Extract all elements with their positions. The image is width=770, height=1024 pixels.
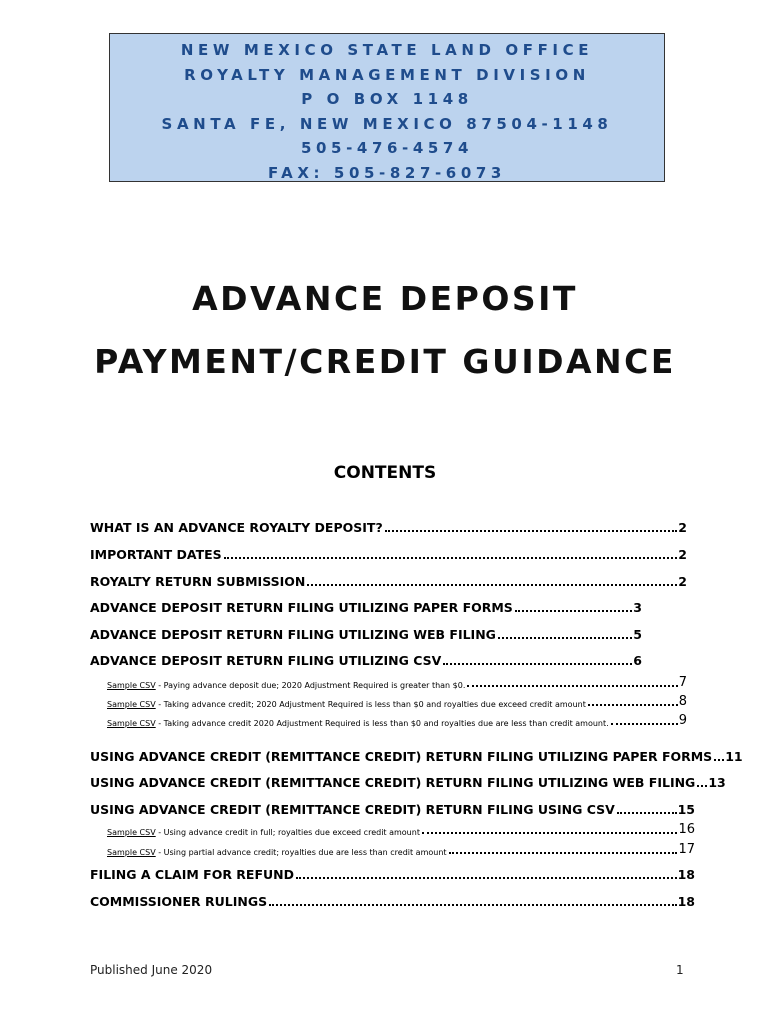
toc-subentry-description: - Taking advance credit; 2020 Adjustment Required is less than $0 and royalties due exceed credit amount <box>155 700 586 709</box>
toc-subentry[interactable] <box>107 842 695 857</box>
sample-csv-link[interactable]: Sample CSV <box>107 700 156 709</box>
toc-entry-page: 2 <box>678 547 687 562</box>
toc-leader <box>697 785 707 787</box>
toc-entry-page: 6 <box>633 653 642 668</box>
sample-csv-link[interactable]: Sample CSV <box>107 848 156 857</box>
toc-entry-label: ADVANCE DEPOSIT RETURN FILING UTILIZING CSV <box>90 653 442 668</box>
contents-heading: CONTENTS <box>333 463 437 483</box>
toc-leader <box>296 877 677 879</box>
toc-subentry-description: - Paying advance deposit due; 2020 Adjustment Required is greater than $0. <box>155 681 466 690</box>
toc-entry-page: 5 <box>633 627 642 642</box>
toc-leader <box>449 852 678 854</box>
toc-entry-label: ADVANCE DEPOSIT RETURN FILING UTILIZING WEB FILING <box>90 627 496 642</box>
toc-leader <box>467 685 677 687</box>
toc-entry[interactable] <box>90 574 687 589</box>
toc-subentry-label <box>107 681 465 690</box>
toc-subentry-label <box>107 848 447 857</box>
toc-entry[interactable] <box>90 600 642 615</box>
letterhead-fax: FAX: 505-827-6073 <box>268 163 506 182</box>
letterhead-box <box>109 33 665 182</box>
toc-leader <box>443 663 632 665</box>
toc-entry-label: USING ADVANCE CREDIT (REMITTANCE CREDIT) RETURN FILING UTILIZING PAPER FORMS <box>90 749 713 764</box>
toc-entry-page: 18 <box>677 894 695 909</box>
sample-csv-link[interactable]: Sample CSV <box>107 828 156 837</box>
toc-subentry-label <box>107 719 609 728</box>
toc-leader <box>422 832 677 834</box>
toc-leader <box>269 904 676 906</box>
toc-entry[interactable] <box>90 749 743 764</box>
toc-leader <box>617 812 677 814</box>
toc-entry-label: USING ADVANCE CREDIT (REMITTANCE CREDIT) RETURN FILING UTILIZING WEB FILING <box>90 775 696 790</box>
toc-entry-page: 3 <box>633 600 642 615</box>
toc-entry[interactable] <box>90 894 695 909</box>
toc-subentry[interactable] <box>107 713 687 728</box>
toc-subentry[interactable] <box>107 822 695 837</box>
toc-subentry-label <box>107 700 586 709</box>
letterhead-office: NEW MEXICO STATE LAND OFFICE <box>180 41 594 59</box>
toc-leader <box>498 637 632 639</box>
toc-entry[interactable] <box>90 627 642 642</box>
toc-entry-page: 7 <box>678 675 687 690</box>
toc-entry-page: 17 <box>678 842 695 857</box>
toc-entry-page: 18 <box>677 867 695 882</box>
footer-published-date: Published June 2020 <box>90 963 213 977</box>
toc-entry[interactable] <box>90 867 695 882</box>
toc-entry-label: FILING A CLAIM FOR REFUND <box>90 867 294 882</box>
toc-entry-page: 9 <box>678 713 687 728</box>
toc-entry-page: 2 <box>678 574 687 589</box>
toc-entry-page: 8 <box>678 694 687 709</box>
toc-entry[interactable] <box>90 802 695 817</box>
sample-csv-link[interactable]: Sample CSV <box>107 719 156 728</box>
toc-subentry-description: - Taking advance credit 2020 Adjustment Required is less than $0 and royalties due are less than credit amount. <box>155 719 609 728</box>
toc-entry-label: WHAT IS AN ADVANCE ROYALTY DEPOSIT? <box>90 520 383 535</box>
toc-entry-label: USING ADVANCE CREDIT (REMITTANCE CREDIT) RETURN FILING USING CSV <box>90 802 615 817</box>
letterhead-division: ROYALTY MANAGEMENT DIVISION <box>184 65 590 84</box>
toc-leader <box>307 584 677 586</box>
toc-entry-label: ADVANCE DEPOSIT RETURN FILING UTILIZING PAPER FORMS <box>90 600 513 615</box>
toc-entry-label: ROYALTY RETURN SUBMISSION <box>90 574 306 589</box>
toc-entry[interactable] <box>90 775 726 790</box>
toc-entry[interactable] <box>90 547 687 562</box>
toc-entry-page: 2 <box>678 520 687 535</box>
letterhead-po-box: P O BOX 1148 <box>301 90 473 108</box>
toc-subentry[interactable] <box>107 694 687 709</box>
toc-entry-page: 15 <box>677 802 695 817</box>
toc-entry-page: 13 <box>708 775 726 790</box>
toc-subentry[interactable] <box>107 675 687 690</box>
sample-csv-link[interactable]: Sample CSV <box>107 681 156 690</box>
toc-entry-page: 11 <box>725 749 743 764</box>
toc-leader <box>515 610 633 612</box>
document-title-line-2: PAYMENT/CREDIT GUIDANCE <box>94 342 676 381</box>
toc-leader <box>385 530 678 532</box>
toc-entry[interactable] <box>90 653 642 668</box>
footer-page-number: 1 <box>676 963 684 977</box>
toc-subentry-label <box>107 828 420 837</box>
toc-entry[interactable] <box>90 520 687 535</box>
toc-entry-label: IMPORTANT DATES <box>90 547 222 562</box>
letterhead-city: SANTA FE, NEW MEXICO 87504-1148 <box>161 114 613 133</box>
toc-entry-page: 16 <box>678 822 695 837</box>
toc-entry-label: COMMISSIONER RULINGS <box>90 894 268 909</box>
toc-leader <box>224 557 678 559</box>
toc-subentry-description: - Using advance credit in full; royalties due exceed credit amount <box>155 828 420 837</box>
toc-subentry-description: - Using partial advance credit; royalties due are less than credit amount <box>155 848 447 857</box>
letterhead-phone: 505-476-4574 <box>300 139 474 157</box>
toc-leader <box>714 759 724 761</box>
document-title-line-1: ADVANCE DEPOSIT <box>192 279 578 318</box>
toc-leader <box>611 723 678 725</box>
toc-leader <box>588 704 678 706</box>
